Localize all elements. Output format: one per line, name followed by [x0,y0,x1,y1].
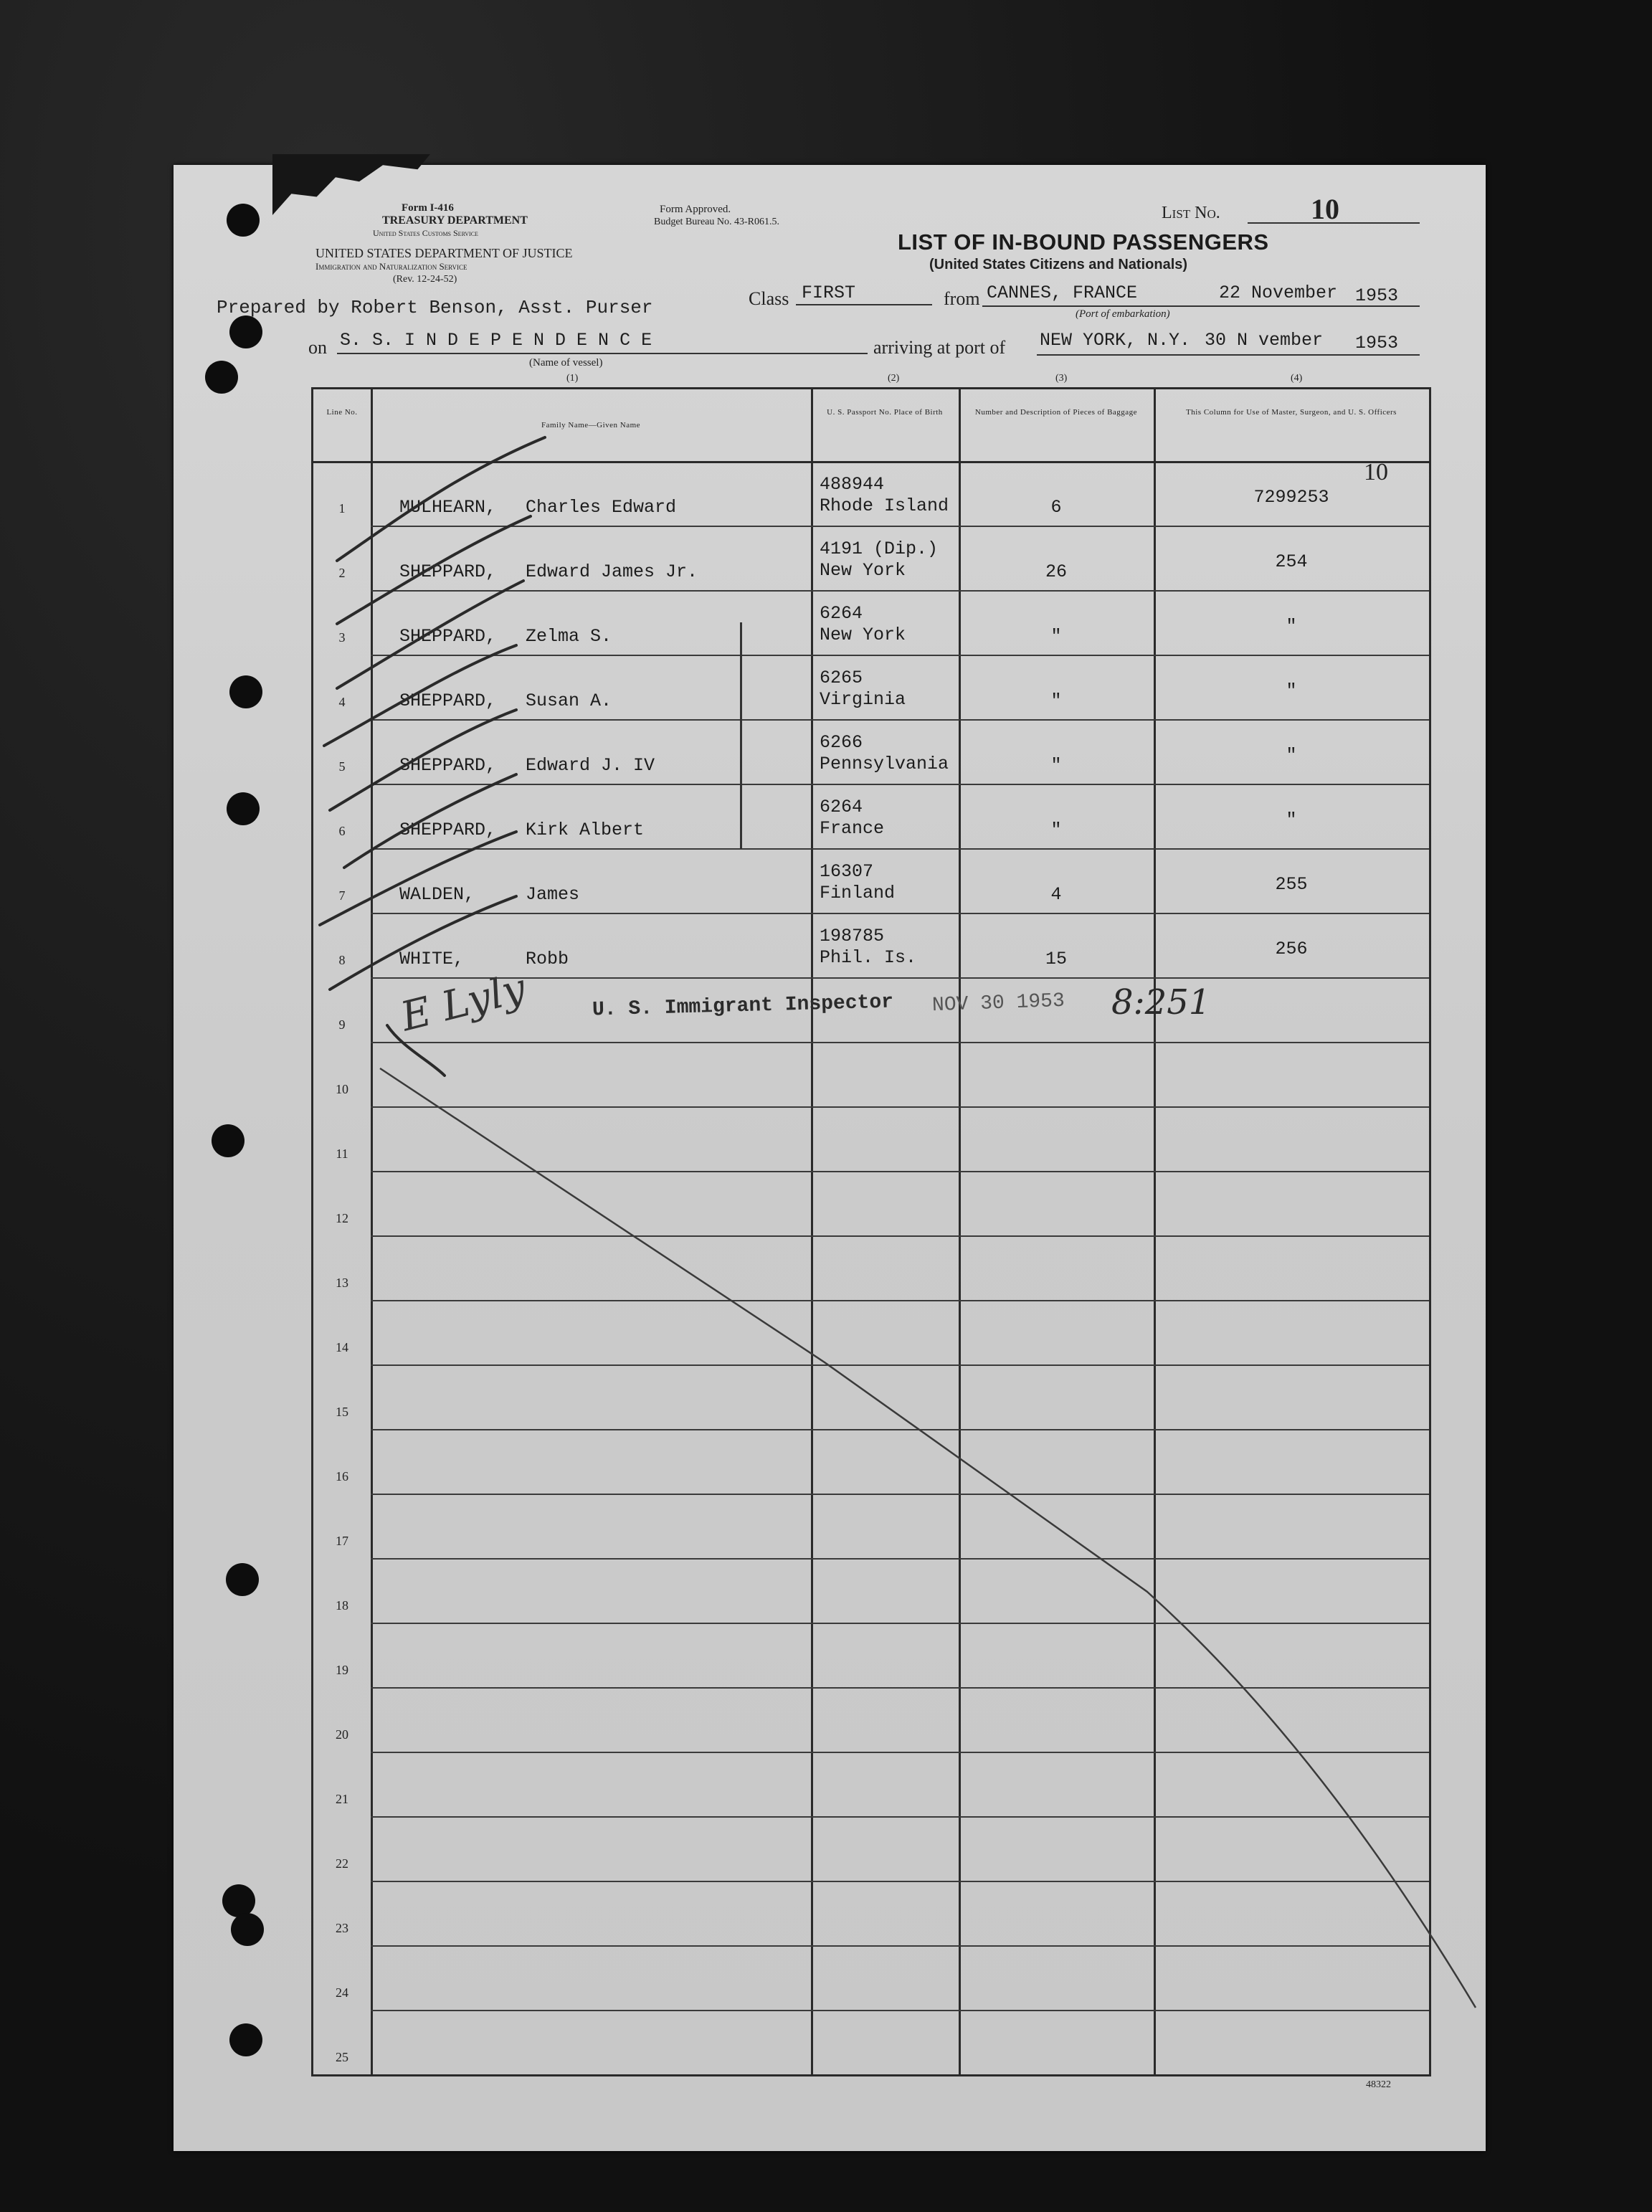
table-row [313,1816,1429,1881]
given-name: Zelma S. [526,626,612,647]
officer-note: 256 [1275,939,1308,959]
table-row [313,1494,1429,1558]
line-number: 19 [336,1663,348,1677]
baggage-count: 26 [1045,561,1067,582]
col-number-4: (4) [1291,373,1303,384]
punch-hole [222,1884,255,1917]
arriving-label: arriving at port of [873,337,1006,358]
table-row [313,655,1429,719]
table-row [313,1042,1429,1106]
passport-number: 6264 [820,797,863,817]
header-name: Family Name—Given Name [541,421,641,429]
baggage-count: " [1050,755,1062,776]
handwritten-note: 8:251 [1111,982,1211,1022]
vessel-name: S. S. I N D E P E N D E N C E [340,330,652,351]
punch-hole [229,315,262,348]
list-no-value: 10 [1311,193,1339,225]
col-number-1: (1) [566,373,579,384]
officer-note: " [1286,810,1297,830]
passport-number: 198785 [820,926,885,946]
officer-note: 7299253 [1253,487,1329,508]
place-of-birth: Pennsylvania [820,754,949,774]
passport-number: 4191 (Dip.) [820,538,939,559]
line-number: 12 [336,1211,348,1225]
line-number: 21 [336,1792,348,1806]
baggage-count: " [1050,626,1062,647]
baggage-count: 4 [1050,884,1062,905]
passport-number: 6266 [820,732,863,753]
place-of-birth: New York [820,625,906,645]
date-stamp: NOV 30 1953 [931,989,1065,1017]
officer-note: 255 [1275,874,1308,895]
line-number: 8 [338,953,346,967]
line-number: 11 [336,1147,348,1161]
given-name: James [526,884,580,905]
header-passport: U. S. Passport No. Place of Birth [827,408,943,417]
table-row [313,1881,1429,1945]
place-of-birth: France [820,818,885,839]
line-number: 13 [336,1276,348,1290]
header-line-no: Line No. [326,408,358,417]
table-row [313,1558,1429,1623]
line-number: 16 [336,1469,348,1484]
given-name: Robb [526,949,569,969]
line-number: 4 [338,695,346,709]
department-of-justice: UNITED STATES DEPARTMENT OF JUSTICE [315,246,573,260]
given-name: Edward James Jr. [526,561,698,582]
punch-hole [205,361,238,394]
arrival-port: NEW YORK, N.Y. [1040,330,1191,351]
col-number-3: (3) [1055,373,1068,384]
family-name: WALDEN, [399,884,475,905]
line-number: 5 [338,759,346,774]
table-row [313,1106,1429,1171]
punch-hole [226,1563,259,1596]
inspector-stamp: U. S. Immigrant Inspector [592,991,894,1022]
embark-year: 1953 [1355,285,1399,306]
from-underline [982,305,1420,307]
punch-hole [227,204,260,237]
given-name: Kirk Albert [526,820,645,840]
class-value: FIRST [802,283,856,303]
place-of-birth: Phil. Is. [820,947,917,968]
line-number: 20 [336,1727,348,1742]
given-name: Charles Edward [526,497,677,518]
table-row [313,590,1429,655]
table-row [313,1687,1429,1752]
form-number: Form I-416 [402,202,454,214]
passport-number: 6264 [820,603,863,624]
passport-number: 488944 [820,474,885,495]
line-number: 14 [336,1340,348,1354]
line-number: 9 [338,1017,346,1032]
punch-hole [231,1913,264,1946]
form-approved: Form Approved. [660,204,731,215]
passport-number: 6265 [820,668,863,688]
line-number: 17 [336,1534,348,1548]
manifest-subtitle: (United States Citizens and Nationals) [929,257,1188,272]
table-row [313,1429,1429,1494]
class-underline [796,304,932,305]
col-number-2: (2) [888,373,900,384]
line-number: 18 [336,1598,348,1613]
place-of-birth: Rhode Island [820,495,949,516]
punch-hole [212,1124,245,1157]
inspector-signature: E Lyly [396,964,531,1041]
port-caption: (Port of embarkation) [1076,308,1170,320]
line-number: 24 [336,1985,348,2000]
line-number: 2 [338,566,346,580]
family-name: SHEPPARD, [399,626,497,647]
line-number: 22 [336,1856,348,1871]
arrival-underline [1037,354,1420,356]
table-row [313,461,1429,526]
officer-note: 254 [1275,551,1308,572]
baggage-count: 6 [1050,497,1062,518]
vessel-caption: (Name of vessel) [529,357,603,369]
on-label: on [308,337,327,358]
footer-code: 48322 [1366,2079,1391,2090]
line-number: 1 [338,501,346,516]
punch-hole [227,792,260,825]
prepared-by: Prepared by Robert Benson, Asst. Purser [217,297,653,318]
customs-service: United States Customs Service [373,228,478,238]
table-row [313,1752,1429,1816]
line-number: 23 [336,1921,348,1935]
officer-note: " [1286,680,1297,701]
revision-date: (Rev. 12-24-52) [393,274,457,285]
budget-bureau: Budget Bureau No. 43-R061.5. [654,217,779,227]
from-value: CANNES, FRANCE [987,283,1138,303]
table-row [313,1945,1429,2010]
passport-number: 16307 [820,861,874,882]
table-row [313,1623,1429,1687]
header-officers: This Column for Use of Master, Surgeon, and U. S. Officers [1186,408,1397,417]
arrival-date: 30 N vember [1205,330,1324,351]
table-row [313,719,1429,784]
vessel-underline [337,353,868,354]
table-row [313,1171,1429,1235]
officer-note: " [1286,745,1297,766]
family-name: SHEPPARD, [399,755,497,776]
arrival-year: 1953 [1355,333,1399,353]
table-row [313,526,1429,590]
embark-date: 22 November [1219,283,1338,303]
manifest-title: LIST OF IN-BOUND PASSENGERS [898,229,1269,255]
given-name: Susan A. [526,690,612,711]
table-row [313,1235,1429,1300]
line-number: 3 [338,630,346,645]
family-name: MULHEARN, [399,497,497,518]
header-baggage: Number and Description of Pieces of Baggage [974,408,1138,417]
place-of-birth: Finland [820,883,896,903]
treasury-department: TREASURY DEPARTMENT [382,214,528,227]
line-number: 15 [336,1405,348,1419]
baggage-count: 15 [1045,949,1067,969]
table-row [313,913,1429,977]
table-row [313,1300,1429,1364]
list-no-underline [1248,222,1420,224]
baggage-count: " [1050,690,1062,711]
table-row [313,2010,1429,2074]
list-no-label: List No. [1162,204,1220,222]
table-row [313,784,1429,848]
line-number: 25 [336,2050,348,2064]
place-of-birth: New York [820,560,906,581]
family-name: SHEPPARD, [399,690,497,711]
place-of-birth: Virginia [820,689,906,710]
family-name: SHEPPARD, [399,561,497,582]
table-row [313,1364,1429,1429]
from-label: from [944,288,980,309]
class-label: Class [749,288,789,309]
table-row [313,848,1429,913]
officer-note: " [1286,616,1297,637]
family-name: SHEPPARD, [399,820,497,840]
ins-service: Immigration and Naturalization Service [315,261,467,272]
corner-number: 10 [1364,459,1388,485]
line-number: 6 [338,824,346,838]
line-number: 10 [336,1082,348,1096]
baggage-count: " [1050,820,1062,840]
punch-hole [229,675,262,708]
line-number: 7 [338,888,346,903]
passenger-table [311,387,1431,2076]
punch-hole [229,2023,262,2056]
given-name: Edward J. IV [526,755,655,776]
family-name: WHITE, [399,949,465,969]
